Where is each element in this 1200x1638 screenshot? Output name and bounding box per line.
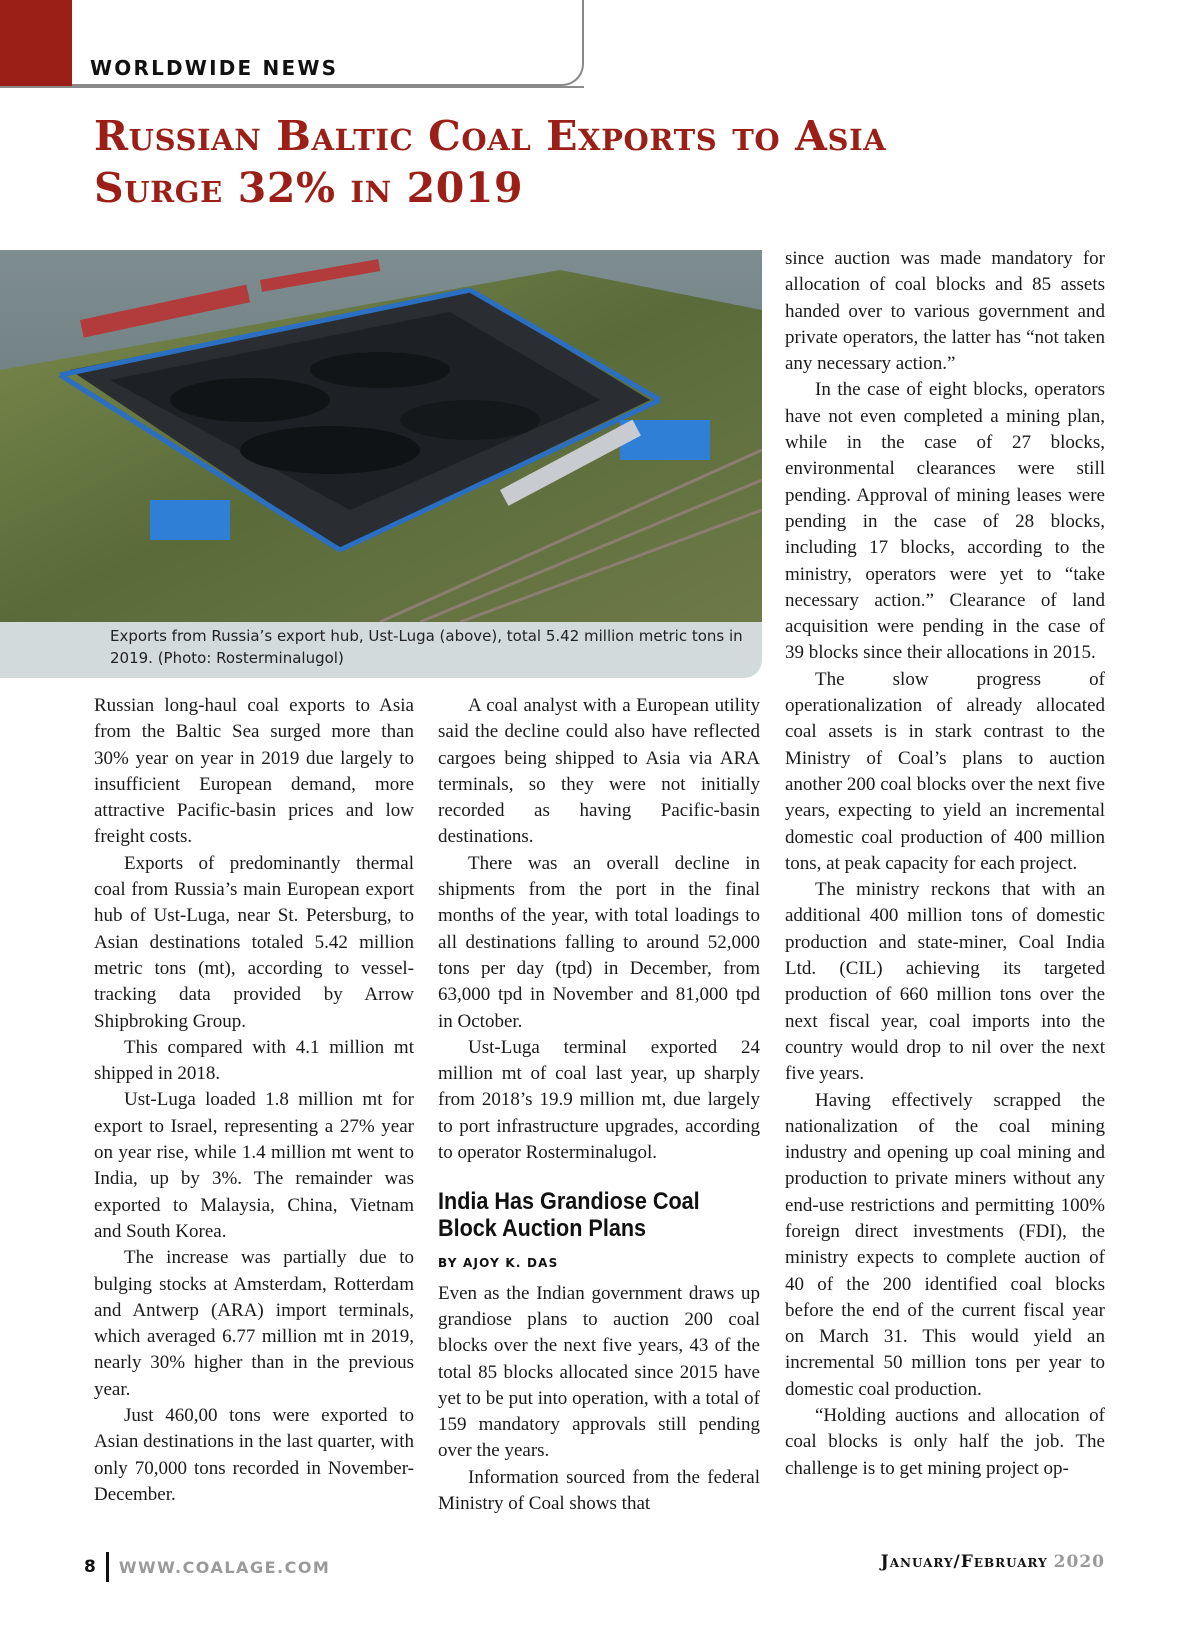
website-link[interactable]: WWW.COALAGE.COM <box>118 1557 331 1577</box>
byline: BY AJOY K. DAS <box>438 1256 559 1271</box>
paragraph: The ministry reckons that with an additional 400 million tons of domestic production and state-miner, Coal India Ltd. (CIL) achieving its targeted production of 660 million tons over the next fiscal year, coal imports into the country would drop to nil over the next five years. <box>785 879 1105 1085</box>
paragraph: Just 460,00 tons were exported to Asian destinations in the last quarter, with only 70,000 tons recorded in November-December. <box>94 1405 414 1505</box>
photo-figure <box>0 250 762 678</box>
column-1 <box>94 693 414 1508</box>
paragraph: Ust-Luga terminal exported 24 million mt of coal last year, up sharply from 2018’s 19.9 million mt, due largely to port infrastructure upgrades, according to operator Rosterminalugol. <box>438 1036 760 1164</box>
footer-left <box>84 1552 330 1582</box>
paragraph: Even as the Indian government draws up grandiose plans to auction 200 coal blocks over the next five years, 43 of the total 85 blocks allocated since 2015 have yet to be put into operation, with a total of 159 mandatory approvals still pending over the years. <box>438 1282 760 1462</box>
paragraph: There was an overall decline in shipments from the port in the final months of the year, with total loadings to all destinations falling to around 52,000 tons per day (tpd) in December, from 63,000 tpd in November and 81,000 tpd in October. <box>438 852 760 1032</box>
section-label: WORLDWIDE NEWS <box>90 56 339 80</box>
issue-months: January/February <box>880 1552 1048 1572</box>
paragraph: Exports of predominantly thermal coal from Russia’s main European export hub of Ust-Luga, near St. Petersburg, to Asian destinations totaled 5.42 million metric tons (mt), according to vessel-tracking data provided by Arrow Shipbroking Group. <box>94 852 414 1032</box>
column-3 <box>785 246 1105 1482</box>
paragraph: The increase was partially due to bulging stocks at Amsterdam, Rotterdam and Antwerp (ARA) import terminals, which averaged 6.77 million mt in 2019, nearly 30% higher than in the previous year. <box>94 1247 414 1400</box>
paragraph: Information sourced from the federal Ministry of Coal shows that <box>438 1466 760 1515</box>
terminal-photo <box>0 250 762 622</box>
section-tab-accent <box>0 0 72 88</box>
paragraph: Having effectively scrapped the nationalization of the coal mining industry and opening up coal mining and production to private miners without any end-use restrictions and permitting 100% foreign direct investments (FDI), the ministry expects to complete auction of 40 of the 200 identified coal blocks before the end of the current fiscal year on March 31. This would yield an incremental 50 million tons per year to domestic coal production. <box>785 1089 1105 1400</box>
column-2 <box>438 693 760 1517</box>
paragraph: “Holding auctions and allocation of coal blocks is only half the job. The challenge is to get mining project op- <box>785 1405 1105 1479</box>
photo-caption: Exports from Russia’s export hub, Ust-Luga (above), total 5.42 million metric tons in 2019. (Photo: Rosterminalugol) <box>110 627 743 667</box>
footer-issue-date <box>881 1552 1105 1572</box>
issue-year: 2020 <box>1053 1552 1105 1572</box>
footer-divider <box>106 1552 109 1582</box>
paragraph: The slow progress of operationalization of already allocated coal assets is in stark contrast to the Ministry of Coal’s plans to auction another 200 coal blocks over the next five years, expecting to yield an incremental domestic coal production of 400 million tons, at peak capacity for each project. <box>785 668 1105 874</box>
paragraph: since auction was made mandatory for allocation of coal blocks and 85 assets handed over to various government and private operators, the latter has “not taken any necessary action.” <box>785 248 1105 375</box>
paragraph: Russian long-haul coal exports to Asia from the Baltic Sea surged more than 30% year on year in 2019 due largely to insufficient European demand, more attractive Pacific-basin prices and low freight costs. <box>94 695 414 848</box>
subheadline: India Has Grandiose Coal Block Auction Plans <box>438 1188 700 1243</box>
paragraph: Ust-Luga loaded 1.8 million mt for export to Israel, representing a 27% year on year rise, while 1.4 million mt went to India, up by 3%. The remainder was exported to Malaysia, China, Vietnam and South Korea. <box>94 1089 414 1242</box>
article-headline: Russian Baltic Coal Exports to Asia Surge 32% in 2019 <box>94 112 887 212</box>
section-tab-rule <box>0 86 584 88</box>
page-number: 8 <box>84 1557 96 1577</box>
paragraph: This compared with 4.1 million mt shipped in 2018. <box>94 1036 414 1085</box>
paragraph: A coal analyst with a European utility said the decline could also have reflected cargoes being shipped to Asia via ARA terminals, so they were not initially recorded as having Pacific-basin destinations. <box>438 695 760 848</box>
paragraph: In the case of eight blocks, operators have not even completed a mining plan, while in the case of 27 blocks, environmental clearances were still pending. Approval of mining leases were pending in the case of 28 blocks, including 17 blocks, according to the ministry, operators were yet to “take necessary action.” Clearance of land acquisition were pending in the case of 39 blocks since their allocations in 2015. <box>785 379 1105 664</box>
